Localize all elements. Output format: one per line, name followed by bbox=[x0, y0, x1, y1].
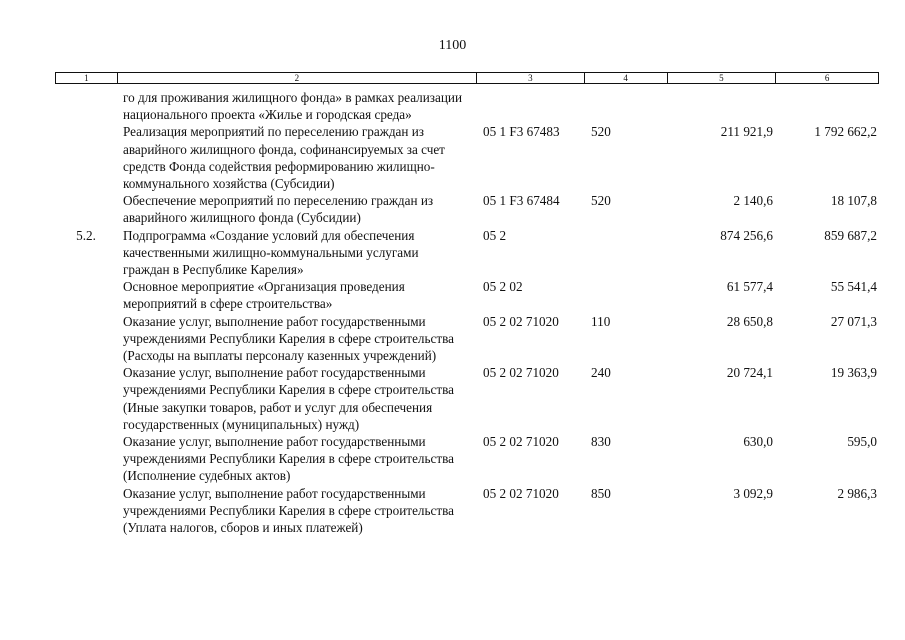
table-row bbox=[55, 192, 879, 226]
row-value-2: 859 687,2 bbox=[824, 227, 877, 243]
header-col-4: 4 bbox=[585, 73, 668, 83]
row-value-2: 55 541,4 bbox=[830, 279, 877, 295]
row-name: Оказание услуг, выполнение работ государственными учреждениями Республики Карелия в сфере строительства (Иные закупки товаров, работ и услуг для обеспечения государственных (муниципальных) нужд) bbox=[123, 365, 455, 432]
row-type: 520 bbox=[591, 193, 611, 209]
row-value-1: 2 140,6 bbox=[733, 193, 773, 209]
row-name: Обеспечение мероприятий по переселению граждан из аварийного жилищного фонда (Субсидии) bbox=[123, 193, 434, 226]
row-value-1: 630,0 bbox=[743, 434, 773, 450]
row-name: Оказание услуг, выполнение работ государственными учреждениями Республики Карелия в сфере строительства (Исполнение судебных актов) bbox=[123, 434, 455, 484]
row-code: 05 2 02 71020 bbox=[483, 434, 559, 450]
row-value-1: 61 577,4 bbox=[726, 279, 773, 295]
row-name: Реализация мероприятий по переселению граждан из аварийного жилищного фонда, софинансируемых за счет средств Фонда содействия реформированию жилищно-коммунального хозяйства (Субсидии) bbox=[123, 124, 445, 192]
row-type: 850 bbox=[591, 485, 611, 501]
row-code: 05 2 02 71020 bbox=[483, 365, 559, 381]
row-name: Основное мероприятие «Организация проведения мероприятий в сфере строительства» bbox=[123, 279, 405, 312]
page-number: 1100 bbox=[438, 38, 467, 53]
row-type: 240 bbox=[591, 365, 611, 381]
row-type: 830 bbox=[591, 434, 611, 450]
table-row bbox=[55, 227, 879, 279]
header-col-2: 2 bbox=[118, 73, 477, 83]
row-name: Оказание услуг, выполнение работ государственными учреждениями Республики Карелия в сфере строительства (Уплата налогов, сборов и иных платежей) bbox=[123, 485, 455, 536]
table-row bbox=[55, 485, 879, 537]
row-code: 05 2 02 bbox=[483, 279, 523, 295]
row-value-2: 18 107,8 bbox=[830, 193, 877, 209]
row-code: 05 2 02 71020 bbox=[483, 485, 559, 501]
row-type: 520 bbox=[591, 124, 611, 140]
row-value-2: 19 363,9 bbox=[830, 365, 877, 381]
table-row bbox=[55, 123, 879, 192]
row-number: 5.2. bbox=[76, 227, 96, 243]
table-body bbox=[55, 89, 879, 536]
table-row bbox=[55, 313, 879, 365]
row-type: 110 bbox=[591, 313, 611, 329]
row-name: Оказание услуг, выполнение работ государственными учреждениями Республики Карелия в сфере строительства (Расходы на выплаты персоналу казенных учреждений) bbox=[123, 313, 455, 364]
row-value-2: 27 071,3 bbox=[830, 313, 877, 329]
row-code: 05 2 bbox=[483, 227, 507, 243]
row-name: Подпрограмма «Создание условий для обеспечения качественными жилищно-коммунальными услугами граждан в Республике Карелия» bbox=[123, 227, 419, 278]
header-col-6: 6 bbox=[824, 73, 830, 83]
table-row bbox=[55, 364, 879, 433]
header-col-3: 3 bbox=[477, 73, 585, 83]
row-value-2: 595,0 bbox=[847, 434, 877, 450]
table-row bbox=[55, 278, 879, 312]
row-code: 05 2 02 71020 bbox=[483, 313, 559, 329]
row-code: 05 1 F3 67483 bbox=[483, 124, 560, 140]
row-value-1: 211 921,9 bbox=[720, 124, 773, 140]
header-col-5: 5 bbox=[668, 73, 777, 83]
row-name: го для проживания жилищного фонда» в рамках реализации национального проекта «Жилье и городская среда» bbox=[123, 90, 463, 123]
row-value-1: 28 650,8 bbox=[726, 313, 773, 329]
row-value-1: 20 724,1 bbox=[726, 365, 773, 381]
header-col-1: 1 bbox=[56, 73, 118, 83]
row-value-1: 3 092,9 bbox=[733, 485, 773, 501]
table-header bbox=[55, 72, 879, 84]
row-value-2: 1 792 662,2 bbox=[814, 124, 877, 140]
row-code: 05 1 F3 67484 bbox=[483, 193, 560, 209]
table-row bbox=[55, 89, 879, 123]
row-value-2: 2 986,3 bbox=[837, 485, 877, 501]
row-value-1: 874 256,6 bbox=[720, 227, 773, 243]
table-row bbox=[55, 433, 879, 485]
